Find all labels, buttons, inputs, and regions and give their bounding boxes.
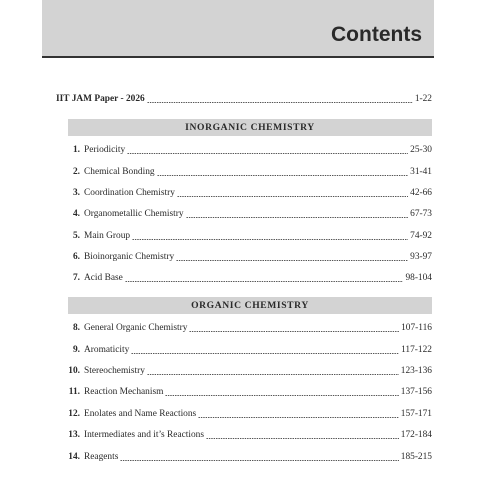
dot-leader	[177, 196, 408, 197]
toc-entry-title: Intermediates and it’s Reactions	[84, 430, 205, 440]
toc-entry-title: Aromaticity	[84, 345, 130, 355]
toc-entry[interactable]	[42, 365, 432, 377]
toc-entry-number: 11.	[68, 387, 80, 397]
toc-entry-title: Organometallic Chemistry	[84, 209, 184, 219]
toc-entry-pages: 172-184	[400, 430, 432, 440]
toc-entry[interactable]	[42, 272, 432, 284]
toc-entry[interactable]	[42, 144, 432, 156]
toc-entry-pages: 157-171	[400, 409, 432, 419]
toc-entry-title: General Organic Chemistry	[84, 323, 188, 333]
toc-entry-title: IIT JAM Paper - 2026	[56, 94, 145, 104]
toc-entry-pages: 1-22	[414, 94, 432, 104]
toc-entry-pages: 185-215	[400, 452, 432, 462]
toc-entry[interactable]	[42, 251, 432, 263]
toc-entry-pages: 107-116	[401, 323, 432, 333]
dot-leader	[147, 102, 413, 103]
toc-entry[interactable]	[42, 187, 432, 199]
toc-entry-title: Stereochemistry	[84, 366, 145, 376]
toc-entry-number: 9.	[72, 345, 80, 355]
toc-entry-pages: 31-41	[410, 167, 432, 177]
header-bar	[42, 0, 434, 58]
toc-entry-pages: 74-92	[410, 231, 432, 241]
dot-leader	[131, 353, 399, 354]
dot-leader	[206, 438, 399, 439]
toc-entry-number: 7.	[72, 273, 80, 283]
toc-entry-number: 6.	[72, 252, 80, 262]
toc-entry[interactable]	[42, 230, 432, 242]
page-title: Contents	[331, 23, 422, 46]
toc-entry-title: Periodicity	[84, 145, 126, 155]
dot-leader	[127, 153, 408, 154]
toc-entry-title: Reaction Mechanism	[84, 387, 164, 397]
toc-entry-number: 12.	[68, 409, 80, 419]
toc-entry-pages: 117-122	[401, 345, 432, 355]
toc-entry-title: Enolates and Name Reactions	[84, 409, 197, 419]
toc-entry-number: 2.	[72, 167, 80, 177]
dot-leader	[176, 260, 408, 261]
toc-entry-number: 13.	[68, 430, 80, 440]
toc-entry-title: Main Group	[84, 231, 131, 241]
toc-entry[interactable]	[42, 429, 432, 441]
dot-leader	[157, 175, 409, 176]
toc-entry-title: Chemical Bonding	[84, 167, 155, 177]
toc-entry-pages: 137-156	[400, 387, 432, 397]
toc-entry-number: 4.	[72, 209, 80, 219]
dot-leader	[189, 331, 399, 332]
toc-entry-pages: 123-136	[400, 366, 432, 376]
toc-entry-title: Bioinorganic Chemistry	[84, 252, 175, 262]
toc-entry-pages: 93-97	[410, 252, 432, 262]
dot-leader	[125, 281, 404, 282]
dot-leader	[120, 460, 398, 461]
dot-leader	[165, 395, 398, 396]
toc-entry-title: Reagents	[84, 452, 119, 462]
section-header-organic: ORGANIC CHEMISTRY	[68, 297, 432, 314]
toc-entry[interactable]	[42, 408, 432, 420]
toc-entry-number: 5.	[72, 231, 80, 241]
toc-entry-jam-paper[interactable]	[56, 93, 432, 105]
toc-entry[interactable]	[42, 166, 432, 178]
dot-leader	[147, 374, 399, 375]
toc-entry-number: 3.	[72, 188, 80, 198]
toc-entry-number: 8.	[72, 323, 80, 333]
toc-entry[interactable]	[42, 322, 432, 334]
toc-entry-pages: 67-73	[410, 209, 432, 219]
toc-entry-number: 1.	[72, 145, 80, 155]
dot-leader	[132, 239, 408, 240]
toc-entry[interactable]	[42, 386, 432, 398]
toc-entry-pages: 42-66	[410, 188, 432, 198]
toc-entry-pages: 98-104	[405, 273, 432, 283]
toc-entry[interactable]	[42, 451, 432, 463]
toc-entry[interactable]	[42, 208, 432, 220]
toc-entry-number: 14.	[68, 452, 80, 462]
section-header-inorganic: INORGANIC CHEMISTRY	[68, 119, 432, 136]
dot-leader	[186, 217, 409, 218]
toc-entry[interactable]	[42, 344, 432, 356]
toc-entry-title: Coordination Chemistry	[84, 188, 175, 198]
toc-entry-title: Acid Base	[84, 273, 123, 283]
toc-entry-pages: 25-30	[410, 145, 432, 155]
toc-entry-number: 10.	[68, 366, 80, 376]
dot-leader	[198, 417, 399, 418]
